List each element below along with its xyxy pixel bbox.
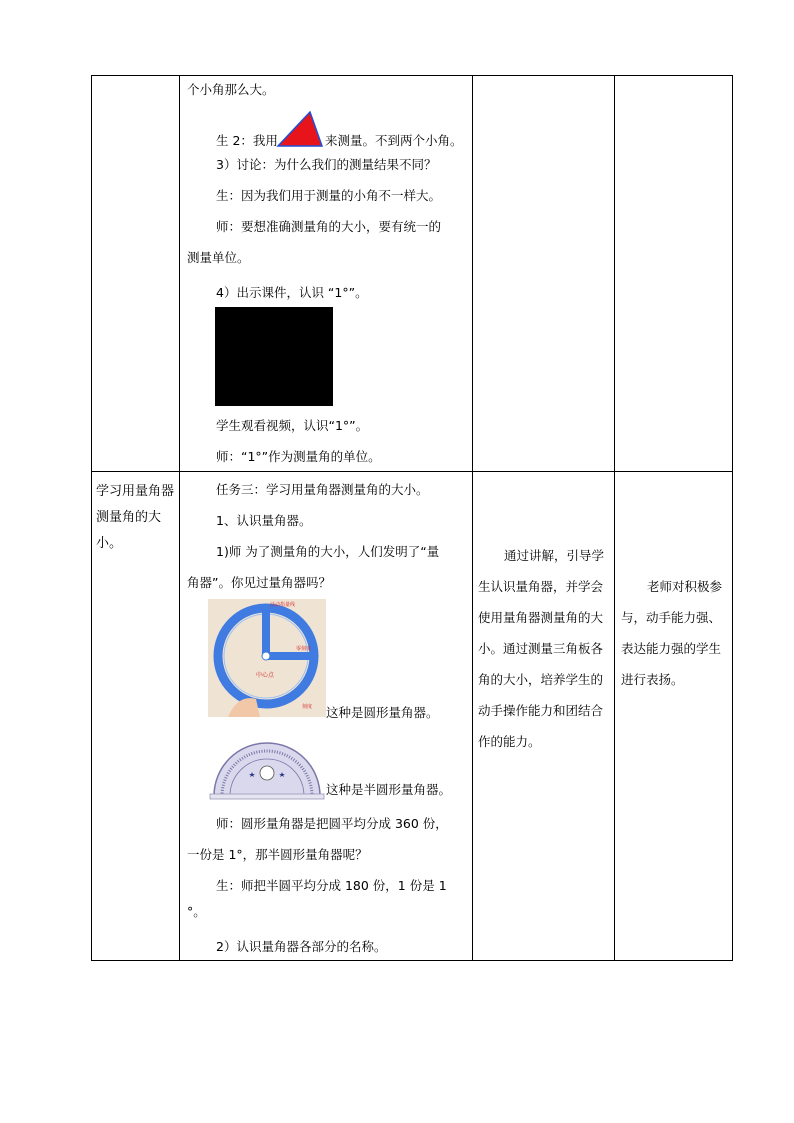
text-line: 学生观看视频，认识“1°”。 [216, 418, 369, 433]
table-border-bottom [91, 960, 733, 961]
column-divider-2 [472, 75, 473, 961]
table-border-top [91, 75, 733, 76]
row2-topic: 学习用量角器测量角的大小。 [96, 484, 175, 551]
text-line: 1)师 为了测量角的大小，人们发明了“量 [216, 544, 440, 559]
red-triangle-image [276, 110, 324, 147]
semicircle-protractor-icon [208, 728, 326, 800]
text-line: 师：“1°”作为测量角的单位。 [216, 449, 381, 464]
label-pointer-line: 活动指量线 [270, 602, 296, 608]
row-divider [91, 471, 733, 472]
table-border-left [91, 75, 92, 961]
text-line: 师：圆形量角器是把圆平均分成 360 份， [216, 816, 448, 831]
circular-protractor-photo [208, 599, 326, 717]
video-thumbnail[interactable] [215, 307, 333, 406]
text-line: 角器”。你见过量角器吗？ [187, 575, 331, 590]
evaluation-text: 老师对积极参与，动手能力强、表达能力强的学生进行表扬。 [621, 579, 723, 687]
label-scale: 刻度 [302, 704, 313, 710]
student2-suffix: 来测量。不到两个小角。 [325, 133, 463, 148]
design-intent-text: 通过讲解，引导学生认识量角器，并学会使用量角器测量角的大小。通过测量三角板各角的大小，培养学生的动手操作能力和团结合作的能力。 [478, 548, 605, 749]
text-line: 生：师把半圆平均分成 180 份，1 份是 1 [216, 878, 447, 893]
circular-protractor-icon [208, 599, 326, 717]
label-center-point: 中心点 [256, 672, 275, 679]
label-zero-mark: 零刻度 [296, 646, 312, 652]
text-line: 1、认识量角器。 [216, 513, 312, 528]
student2-prefix: 生 2：我用 [216, 133, 278, 148]
text-line: 任务三：学习用量角器测量角的大小。 [216, 482, 429, 497]
text-line: 测量单位。 [187, 250, 250, 265]
text-line: 师：要想准确测量角的大小，要有统一的 [216, 219, 442, 234]
column-divider-1 [179, 75, 180, 961]
column-divider-3 [614, 75, 615, 961]
text-line: 这种是半圆形量角器。 [326, 782, 452, 797]
table-border-right [732, 75, 733, 961]
text-line: 这种是圆形量角器。 [326, 705, 439, 720]
text-line: 个小角那么大。 [187, 82, 275, 97]
text-line: 3）讨论：为什么我们的测量结果不同？ [216, 157, 437, 172]
text-line: 一份是 1°，那半圆形量角器呢？ [187, 847, 368, 862]
text-line: °。 [187, 904, 206, 919]
text-line: 2）认识量角器各部分的名称。 [216, 939, 387, 954]
text-line: 生：因为我们用于测量的小角不一样大。 [216, 188, 442, 203]
text-line: 4）出示课件，认识 “1°”。 [216, 285, 368, 300]
